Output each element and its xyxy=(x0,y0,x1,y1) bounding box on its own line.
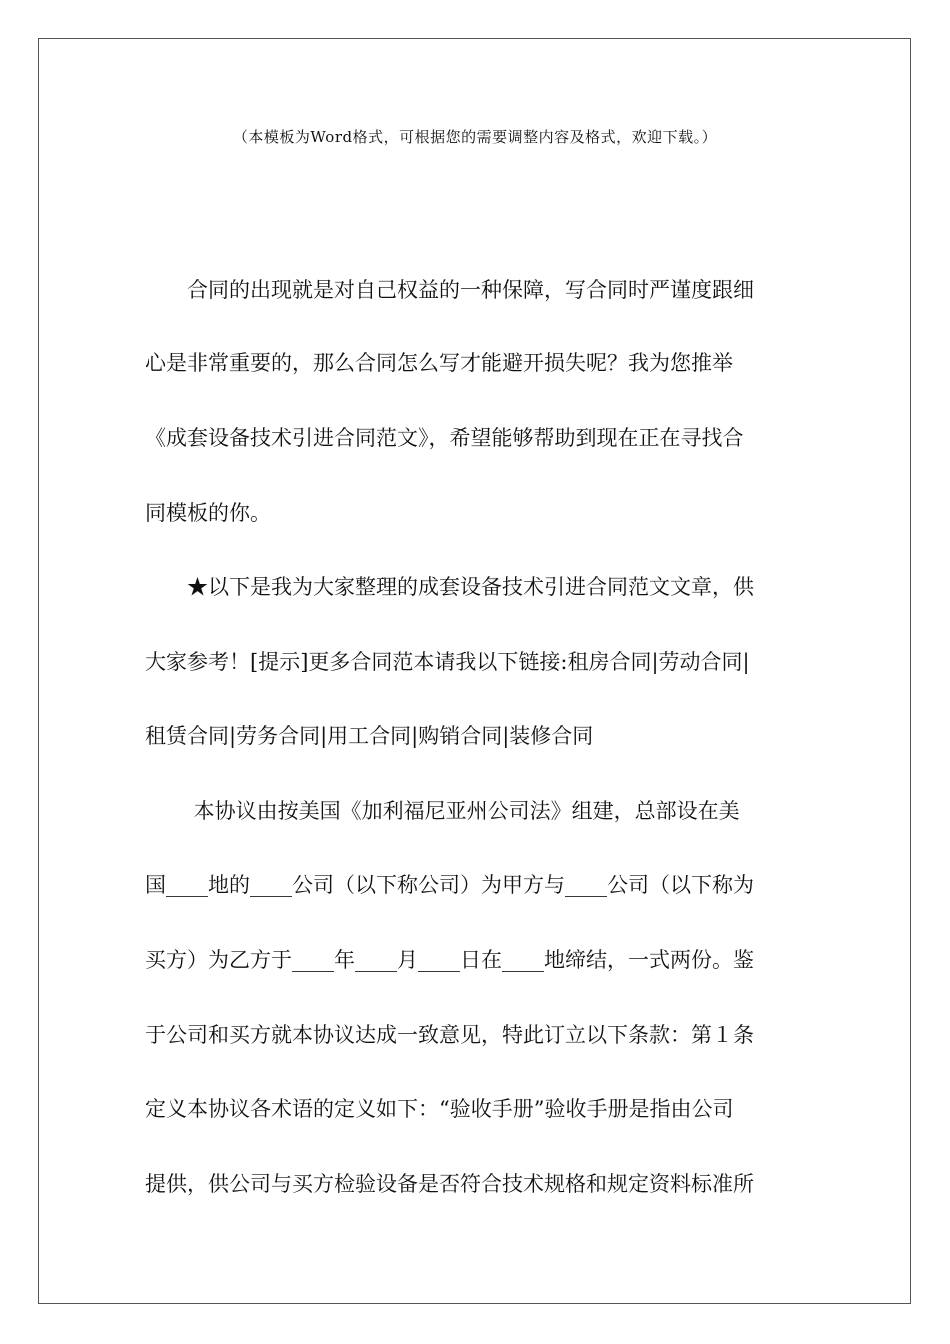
body-line: 合同的出现就是对自己权益的一种保障，写合同时严谨度跟细 xyxy=(145,278,754,302)
body-line: 《成套设备技术引进合同范文》，希望能够帮助到现在正在寻找合 xyxy=(145,426,744,450)
body-line: 买方）为乙方于____年____月____日在____地缔结，一式两份。鉴 xyxy=(145,948,754,972)
body-line: 本协议由按美国《加利福尼亚州公司法》组建，总部设在美 xyxy=(145,799,740,823)
body-line: 同模板的你。 xyxy=(145,501,271,525)
body-line: ★以下是我为大家整理的成套设备技术引进合同范文文章，供 xyxy=(145,575,754,599)
template-note: （本模板为Word格式，可根据您的需要调整内容及格式，欢迎下载。） xyxy=(232,128,718,146)
body-line: 租赁合同|劳务合同|用工合同|购销合同|装修合同 xyxy=(145,724,594,748)
body-line: 国____地的____公司（以下称公司）为甲方与____公司（以下称为 xyxy=(145,873,754,897)
body-line: 心是非常重要的，那么合同怎么写才能避开损失呢？我为您推举 xyxy=(145,351,733,375)
body-line: 提供，供公司与买方检验设备是否符合技术规格和规定资料标准所 xyxy=(145,1172,754,1196)
body-line: 于公司和买方就本协议达成一致意见，特此订立以下条款：第１条 xyxy=(145,1023,754,1047)
body-line: 大家参考！[提示]更多合同范本请我以下链接:租房合同|劳动合同| xyxy=(145,650,750,674)
body-line: 定义本协议各术语的定义如下：“验收手册”验收手册是指由公司 xyxy=(145,1097,734,1121)
